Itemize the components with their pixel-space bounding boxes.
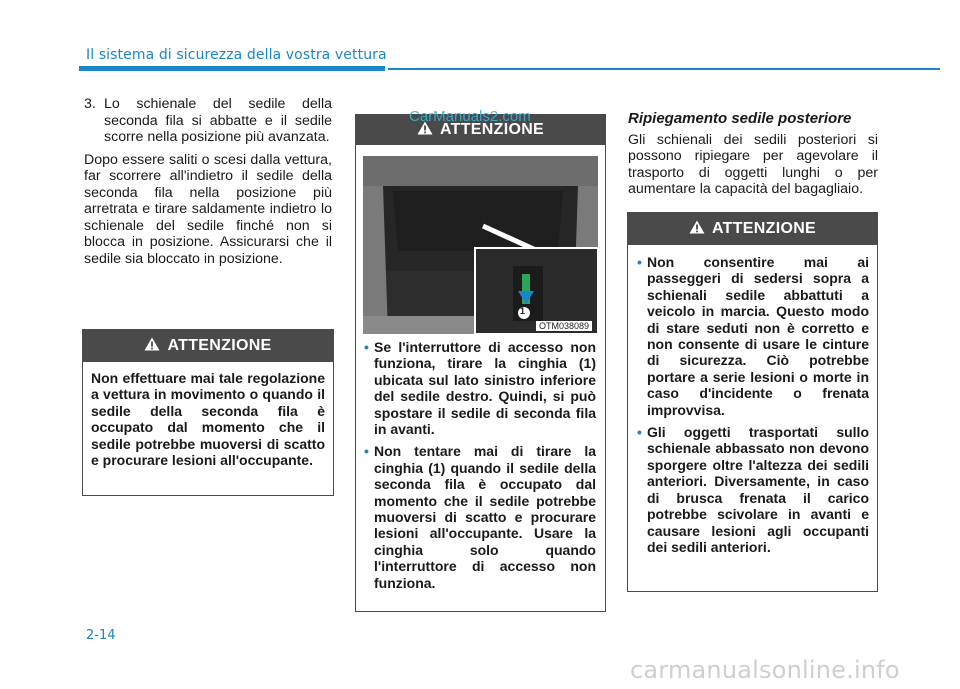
warning-box-left bbox=[82, 329, 334, 496]
warning-bullets bbox=[364, 339, 596, 597]
header-rule-thick bbox=[79, 66, 385, 71]
folding-paragraph: Gli schienali dei sedili posteriori si possono ripiegare per agevolare il trasporto di oggetti lunghi o per aumentare la capacità del bagagliaio. bbox=[628, 131, 878, 197]
bullet-text: Se l'interruttore di accesso non funziona, tirare la cinghia (1) ubicata sul lato sinistro inferiore del sedile destro. Quindi, si può spostare il sedile di seconda fila in avanti. bbox=[374, 339, 596, 438]
warning-title: ATTENZIONE bbox=[711, 220, 817, 237]
header-rule-thin bbox=[388, 68, 940, 70]
step-number: 3. bbox=[84, 96, 96, 112]
bullet-icon: • bbox=[637, 424, 642, 441]
warning-triangle-icon bbox=[144, 337, 160, 356]
figure-code: OTM038089 bbox=[536, 321, 592, 331]
warning-bullet bbox=[637, 424, 869, 555]
page-number: 2-14 bbox=[86, 628, 116, 643]
warning-bullet bbox=[364, 443, 596, 591]
warning-text: Non effettuare mai tale regolazione a vettura in movimento o quando il sedile della seconda fila è occupato dal momento che il sedile potrebbe muoversi di scatto e procurare lesioni all'occupante. bbox=[91, 370, 325, 469]
instruction-paragraph: Dopo essere saliti o scesi dalla vettura, far scorrere all'indietro il sedile della seconda fila nella posizione più arretrata e tirare saldamente indietro lo schienale del sedile finché non si blocca in posizione. Assicurarsi che il sedile sia bloccato in posizione. bbox=[84, 151, 332, 267]
warning-box-right bbox=[627, 212, 878, 592]
warning-title: ATTENZIONE bbox=[439, 121, 545, 138]
watermark-footer: carmanualsonline.info bbox=[630, 656, 900, 684]
callout-number: 1 bbox=[520, 306, 526, 316]
cargo-illustration bbox=[363, 156, 598, 334]
left-column bbox=[84, 96, 332, 267]
bullet-icon: • bbox=[364, 339, 369, 355]
bullet-text: Gli oggetti trasportati sullo schienale abbassato non devono sporgere oltre l'altezza dei sedili anteriori. Diversamente, in caso di brusca frenata il carico potrebbe scivolare in avanti e causare lesioni agli occupanti dei sedili anteriori. bbox=[647, 424, 869, 555]
step-text: Lo schienale del sedile della seconda fila si abbatte e il sedile scorre nella posizione più avanzata. bbox=[104, 96, 332, 145]
warning-title: ATTENZIONE bbox=[167, 337, 272, 354]
watermark-top: CarManuals2.com bbox=[409, 108, 531, 125]
warning-bullet bbox=[637, 254, 869, 418]
step-item bbox=[84, 96, 332, 146]
bullet-text: Non consentire mai ai passeggeri di sedersi sopra a schienali sedile abbattuti a veicolo in marcia. Questo modo di stare seduti non è corretto e non consente di usare le cinture di sicurezza. Ciò potrebbe portare a serie lesioni o morte in caso d'incidente o frenata improvvisa. bbox=[647, 254, 869, 418]
bullet-icon: • bbox=[364, 443, 369, 460]
warning-header bbox=[628, 213, 877, 245]
warning-bullet bbox=[364, 339, 596, 437]
section-title: Il sistema di sicurezza della vostra vettura bbox=[86, 47, 387, 63]
warning-triangle-icon bbox=[689, 220, 705, 239]
cargo-area-photo bbox=[363, 156, 598, 334]
bullet-icon: • bbox=[637, 254, 642, 270]
warning-header bbox=[83, 330, 333, 362]
bullet-text: Non tentare mai di tirare la cinghia (1) quando il sedile della seconda fila è occupato dal momento che il sedile potrebbe muoversi di scatto e procurare lesioni all'occupante. Usare la cinghia solo quando l'interruttore di accesso non funziona. bbox=[374, 443, 596, 591]
warning-bullets bbox=[628, 245, 877, 555]
section-heading: Ripiegamento sedile posteriore bbox=[628, 110, 852, 127]
right-column bbox=[628, 111, 878, 198]
